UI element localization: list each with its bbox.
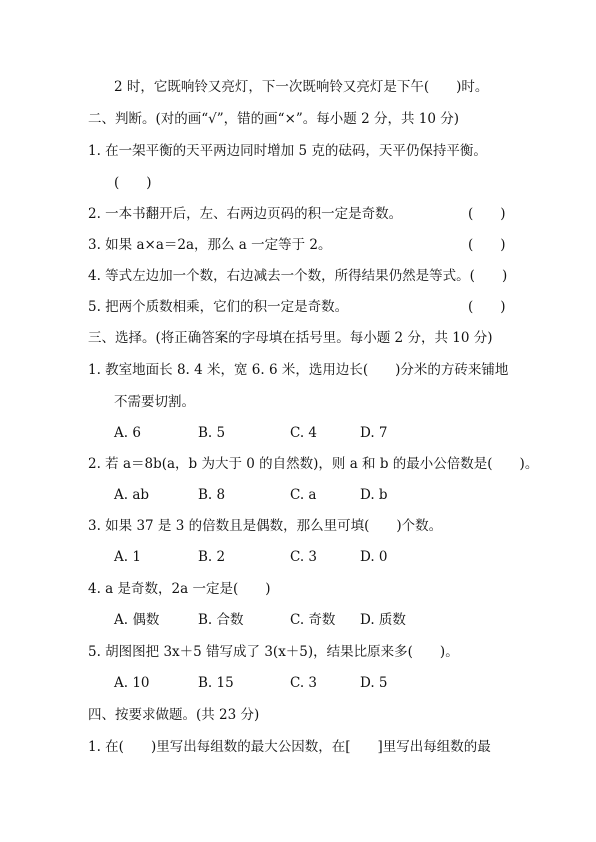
judge-question-5: 5. 把两个质数相乘，它们的积一定是奇数。 [88, 299, 349, 315]
judge-question-1-paren: ( ) [114, 175, 152, 191]
choice-5-option-a: A. 10 [114, 675, 150, 691]
continued-question-line: 2 时，它既响铃又亮灯，下一次既响铃又亮灯是下午( )时。 [114, 79, 489, 95]
choice-4-option-a: A. 偶数 [114, 612, 160, 628]
choice-question-4: 4. a 是奇数，2a 一定是( ) [88, 581, 271, 597]
choice-1-option-a: A. 6 [114, 425, 141, 441]
choice-4-option-b: B. 合数 [198, 612, 244, 628]
choice-3-option-a: A. 1 [114, 549, 141, 565]
choice-1-option-d: D. 7 [360, 425, 388, 441]
choice-2-option-a: A. ab [114, 487, 150, 503]
choice-5-option-b: B. 15 [198, 675, 234, 691]
choice-3-option-d: D. 0 [360, 549, 388, 565]
judge-question-4: 4. 等式左边加一个数，右边减去一个数，所得结果仍然是等式。( ) [88, 268, 508, 284]
section-4-heading: 四、按要求做题。(共 23 分) [88, 707, 260, 723]
choice-question-2: 2. 若 a＝8b(a，b 为大于 0 的自然数)，则 a 和 b 的最小公倍数是( )。 [88, 456, 539, 472]
choice-4-option-d: D. 质数 [360, 612, 406, 628]
choice-question-1-line-2: 不需要切割。 [114, 394, 195, 410]
choice-1-option-b: B. 5 [198, 425, 226, 441]
choice-3-option-b: B. 2 [198, 549, 226, 565]
choice-2-option-b: B. 8 [198, 487, 226, 503]
choice-question-3: 3. 如果 37 是 3 的倍数且是偶数，那么里可填( )个数。 [88, 518, 443, 534]
choice-5-option-d: D. 5 [360, 675, 388, 691]
choice-1-option-c: C. 4 [290, 425, 318, 441]
judge-question-3-paren: ( ) [468, 237, 506, 253]
choice-3-option-c: C. 3 [290, 549, 318, 565]
judge-question-5-paren: ( ) [468, 299, 506, 315]
choice-question-1-line-1: 1. 教室地面长 8. 4 米，宽 6. 6 米，选用边长( )分米的方砖来铺地 [88, 362, 509, 378]
section-3-heading: 三、选择。(将正确答案的字母填在括号里。每小题 2 分，共 10 分) [88, 330, 493, 346]
judge-question-2: 2. 一本书翻开后，左、右两边页码的积一定是奇数。 [88, 206, 403, 222]
judge-question-3: 3. 如果 a×a＝2a，那么 a 一定等于 2。 [88, 237, 332, 253]
choice-5-option-c: C. 3 [290, 675, 318, 691]
choice-question-5: 5. 胡图图把 3x＋5 错写成了 3(x＋5)，结果比原来多( )。 [88, 644, 459, 660]
judge-question-1: 1. 在一架平衡的天平两边同时增加 5 克的砝码，天平仍保持平衡。 [88, 143, 487, 159]
task-question-1: 1. 在( )里写出每组数的最大公因数，在[ ]里写出每组数的最 [88, 739, 491, 755]
choice-4-option-c: C. 奇数 [290, 612, 336, 628]
choice-2-option-d: D. b [360, 487, 388, 503]
section-2-heading: 二、判断。(对的画“√”，错的画“×”。每小题 2 分，共 10 分) [88, 111, 459, 127]
choice-2-option-c: C. a [290, 487, 317, 503]
judge-question-2-paren: ( ) [468, 206, 506, 222]
